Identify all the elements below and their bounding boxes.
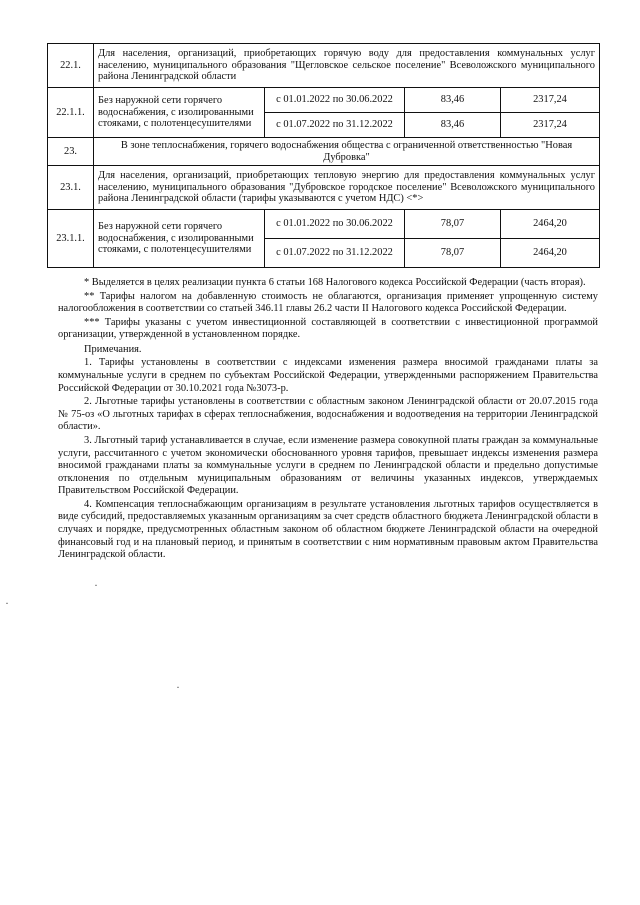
value-cell: 2464,20 bbox=[501, 239, 600, 268]
note-2: 2. Льготные тарифы установлены в соответствии с областным законом Ленинградской области от 20.07.2015 года № 75-оз «О льготных тарифах в сферах теплоснабжения, водоснабжения и водоотведения на территории Ленинградской области». bbox=[58, 396, 598, 433]
row-description: Для населения, организаций, приобретающих тепловую энергию для предоставления коммунальных услуг населению, муниципального образования "Дубровское городское поселение" Всеволожского муниципального района Ленинградской области (тарифы указываются с учетом НДС) <*> bbox=[94, 166, 600, 210]
footnote-3: *** Тарифы указаны с учетом инвестиционной составляющей в соответствии с инвестиционной программой организации, утвержденной в установленном порядке. bbox=[58, 316, 598, 341]
value-cell: 2464,20 bbox=[501, 210, 600, 239]
note-4: 4. Компенсация теплоснабжающим организациям в результате установления льготных тарифов осуществляется в виде субсидий, предоставляемых указанным организациям за счет средств областного бюджета Ленинградской области в случаях и порядке, предусмотренных областным законом об областном бюджете Ленинградской области на очередной финансовый год и на плановый период, и принятым в соответствии с ним нормативным правовым актом Правительства Ленинградской области. bbox=[58, 498, 598, 561]
table-row bbox=[48, 166, 600, 210]
value-cell: 83,46 bbox=[405, 88, 501, 113]
tariff-table bbox=[47, 43, 600, 268]
row-description: Для населения, организаций, приобретающих горячую воду для предоставления коммунальных услуг населению, муниципального образования "Щегловское сельское поселение" Всеволожского муниципального района Ленинградской области bbox=[94, 44, 600, 88]
footnotes-section bbox=[58, 277, 598, 563]
scan-dot-mark: · bbox=[176, 680, 180, 694]
table-row bbox=[48, 138, 600, 166]
note-3: 3. Льготный тариф устанавливается в случае, если изменение размера совокупной платы граждан за коммунальные услуги, рассчитанного с учетом экономически обоснованного уровня тарифов, превышает индексы изменения размера вносимой гражданами платы за коммунальные услуги в среднем по Ленинградской области и предельно допустимые отклонения по отдельным муниципальным образованиям от величины указанных индексов, утверждаемых Правительством Российской Федерации. bbox=[58, 434, 598, 497]
footnote-1: * Выделяется в целях реализации пункта 6 статьи 168 Налогового кодекса Российской Федерации (часть вторая). bbox=[84, 277, 586, 288]
row-category: Без наружной сети горячего водоснабжения, с изолированными стояками, с полотенцесушителями bbox=[94, 210, 265, 268]
table-row bbox=[48, 44, 600, 88]
period-cell: с 01.01.2022 по 30.06.2022 bbox=[265, 210, 405, 239]
row-category: Без наружной сети горячего водоснабжения, с изолированными стояками, с полотенцесушителями bbox=[94, 88, 265, 138]
value-cell: 83,46 bbox=[405, 113, 501, 138]
value-cell: 78,07 bbox=[405, 239, 501, 268]
scan-dot-mark: · bbox=[94, 578, 98, 592]
row-number: 22.1. bbox=[48, 44, 94, 88]
notes-heading: Примечания. bbox=[84, 343, 142, 355]
value-cell: 2317,24 bbox=[501, 113, 600, 138]
value-cell: 78,07 bbox=[405, 210, 501, 239]
row-number: 23.1. bbox=[48, 166, 94, 210]
row-number: 23. bbox=[48, 138, 94, 166]
table-row bbox=[48, 88, 600, 113]
period-cell: с 01.07.2022 по 31.12.2022 bbox=[265, 113, 405, 138]
row-number: 22.1.1. bbox=[48, 88, 94, 138]
period-cell: с 01.01.2022 по 30.06.2022 bbox=[265, 88, 405, 113]
period-cell: с 01.07.2022 по 31.12.2022 bbox=[265, 239, 405, 268]
value-cell: 2317,24 bbox=[501, 88, 600, 113]
row-number: 23.1.1. bbox=[48, 210, 94, 268]
scan-dot-mark: · bbox=[5, 596, 9, 610]
footnote-2: ** Тарифы налогом на добавленную стоимость не облагаются, организация применяет упрощенную систему налогообложения в соответствии со статьей 346.11 главы 26.2 части II Налогового кодекса Российской Федерации. bbox=[58, 290, 598, 315]
row-description: В зоне теплоснабжения, горячего водоснабжения общества с ограниченной ответственностью "Новая Дубровка" bbox=[94, 138, 600, 166]
table-row bbox=[48, 210, 600, 239]
note-1: 1. Тарифы установлены в соответствии с индексами изменения размера вносимой гражданами платы за коммунальные услуги в среднем по субъектам Российской Федерации, утвержденными распоряжением Правительства Российской Федерации от 30.10.2021 года №3073-р. bbox=[58, 357, 598, 394]
